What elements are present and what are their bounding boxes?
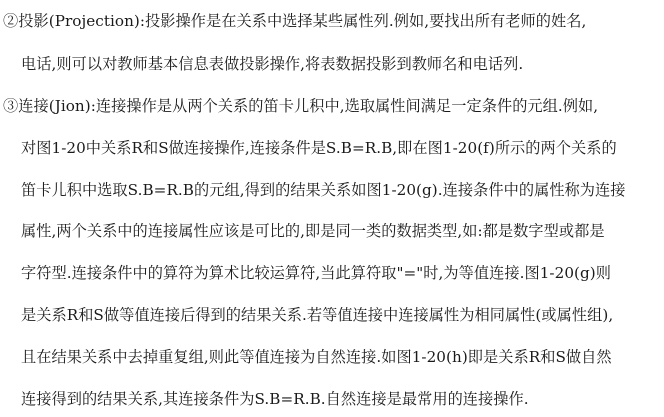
join-line-5: 字符型.连接条件中的算符为算术比较运算符,当此算符取"="时,为等值连接.图1-20(g)则	[21, 264, 611, 282]
join-line-4: 属性,两个关系中的连接属性应该是可比的,即是同一类的数据类型,如:都是数字型或都是	[21, 222, 605, 240]
projection-line-2: 电话,则可以对教师基本信息表做投影操作,将表数据投影到教师名和电话列.	[21, 55, 524, 73]
join-line-7: 且在结果关系中去掉重复组,则此等值连接为自然连接.如图1-20(h)即是关系R和S做自然	[21, 348, 612, 366]
join-line-8: 连接得到的结果关系,其连接条件为S.B=R.B.自然连接是最常用的连接操作.	[21, 390, 529, 408]
projection-line-1: ②投影(Projection):投影操作是在关系中选择某些属性列.例如,要找出所有老师的姓名,	[3, 12, 587, 30]
join-line-2: 对图1-20中关系R和S做连接操作,连接条件是S.B=R.B,即在图1-20(f)所示的两个关系的	[21, 139, 617, 157]
join-line-3: 笛卡儿积中选取S.B=R.B的元组,得到的结果关系如图1-20(g).连接条件中的属性称为连接	[21, 181, 626, 199]
join-line-6: 是关系R和S做等值连接后得到的结果关系.若等值连接中连接属性为相同属性(或属性组),	[21, 306, 614, 324]
join-line-1: ③连接(Jion):连接操作是从两个关系的笛卡儿积中,选取属性间满足一定条件的元组.例如,	[3, 97, 599, 115]
